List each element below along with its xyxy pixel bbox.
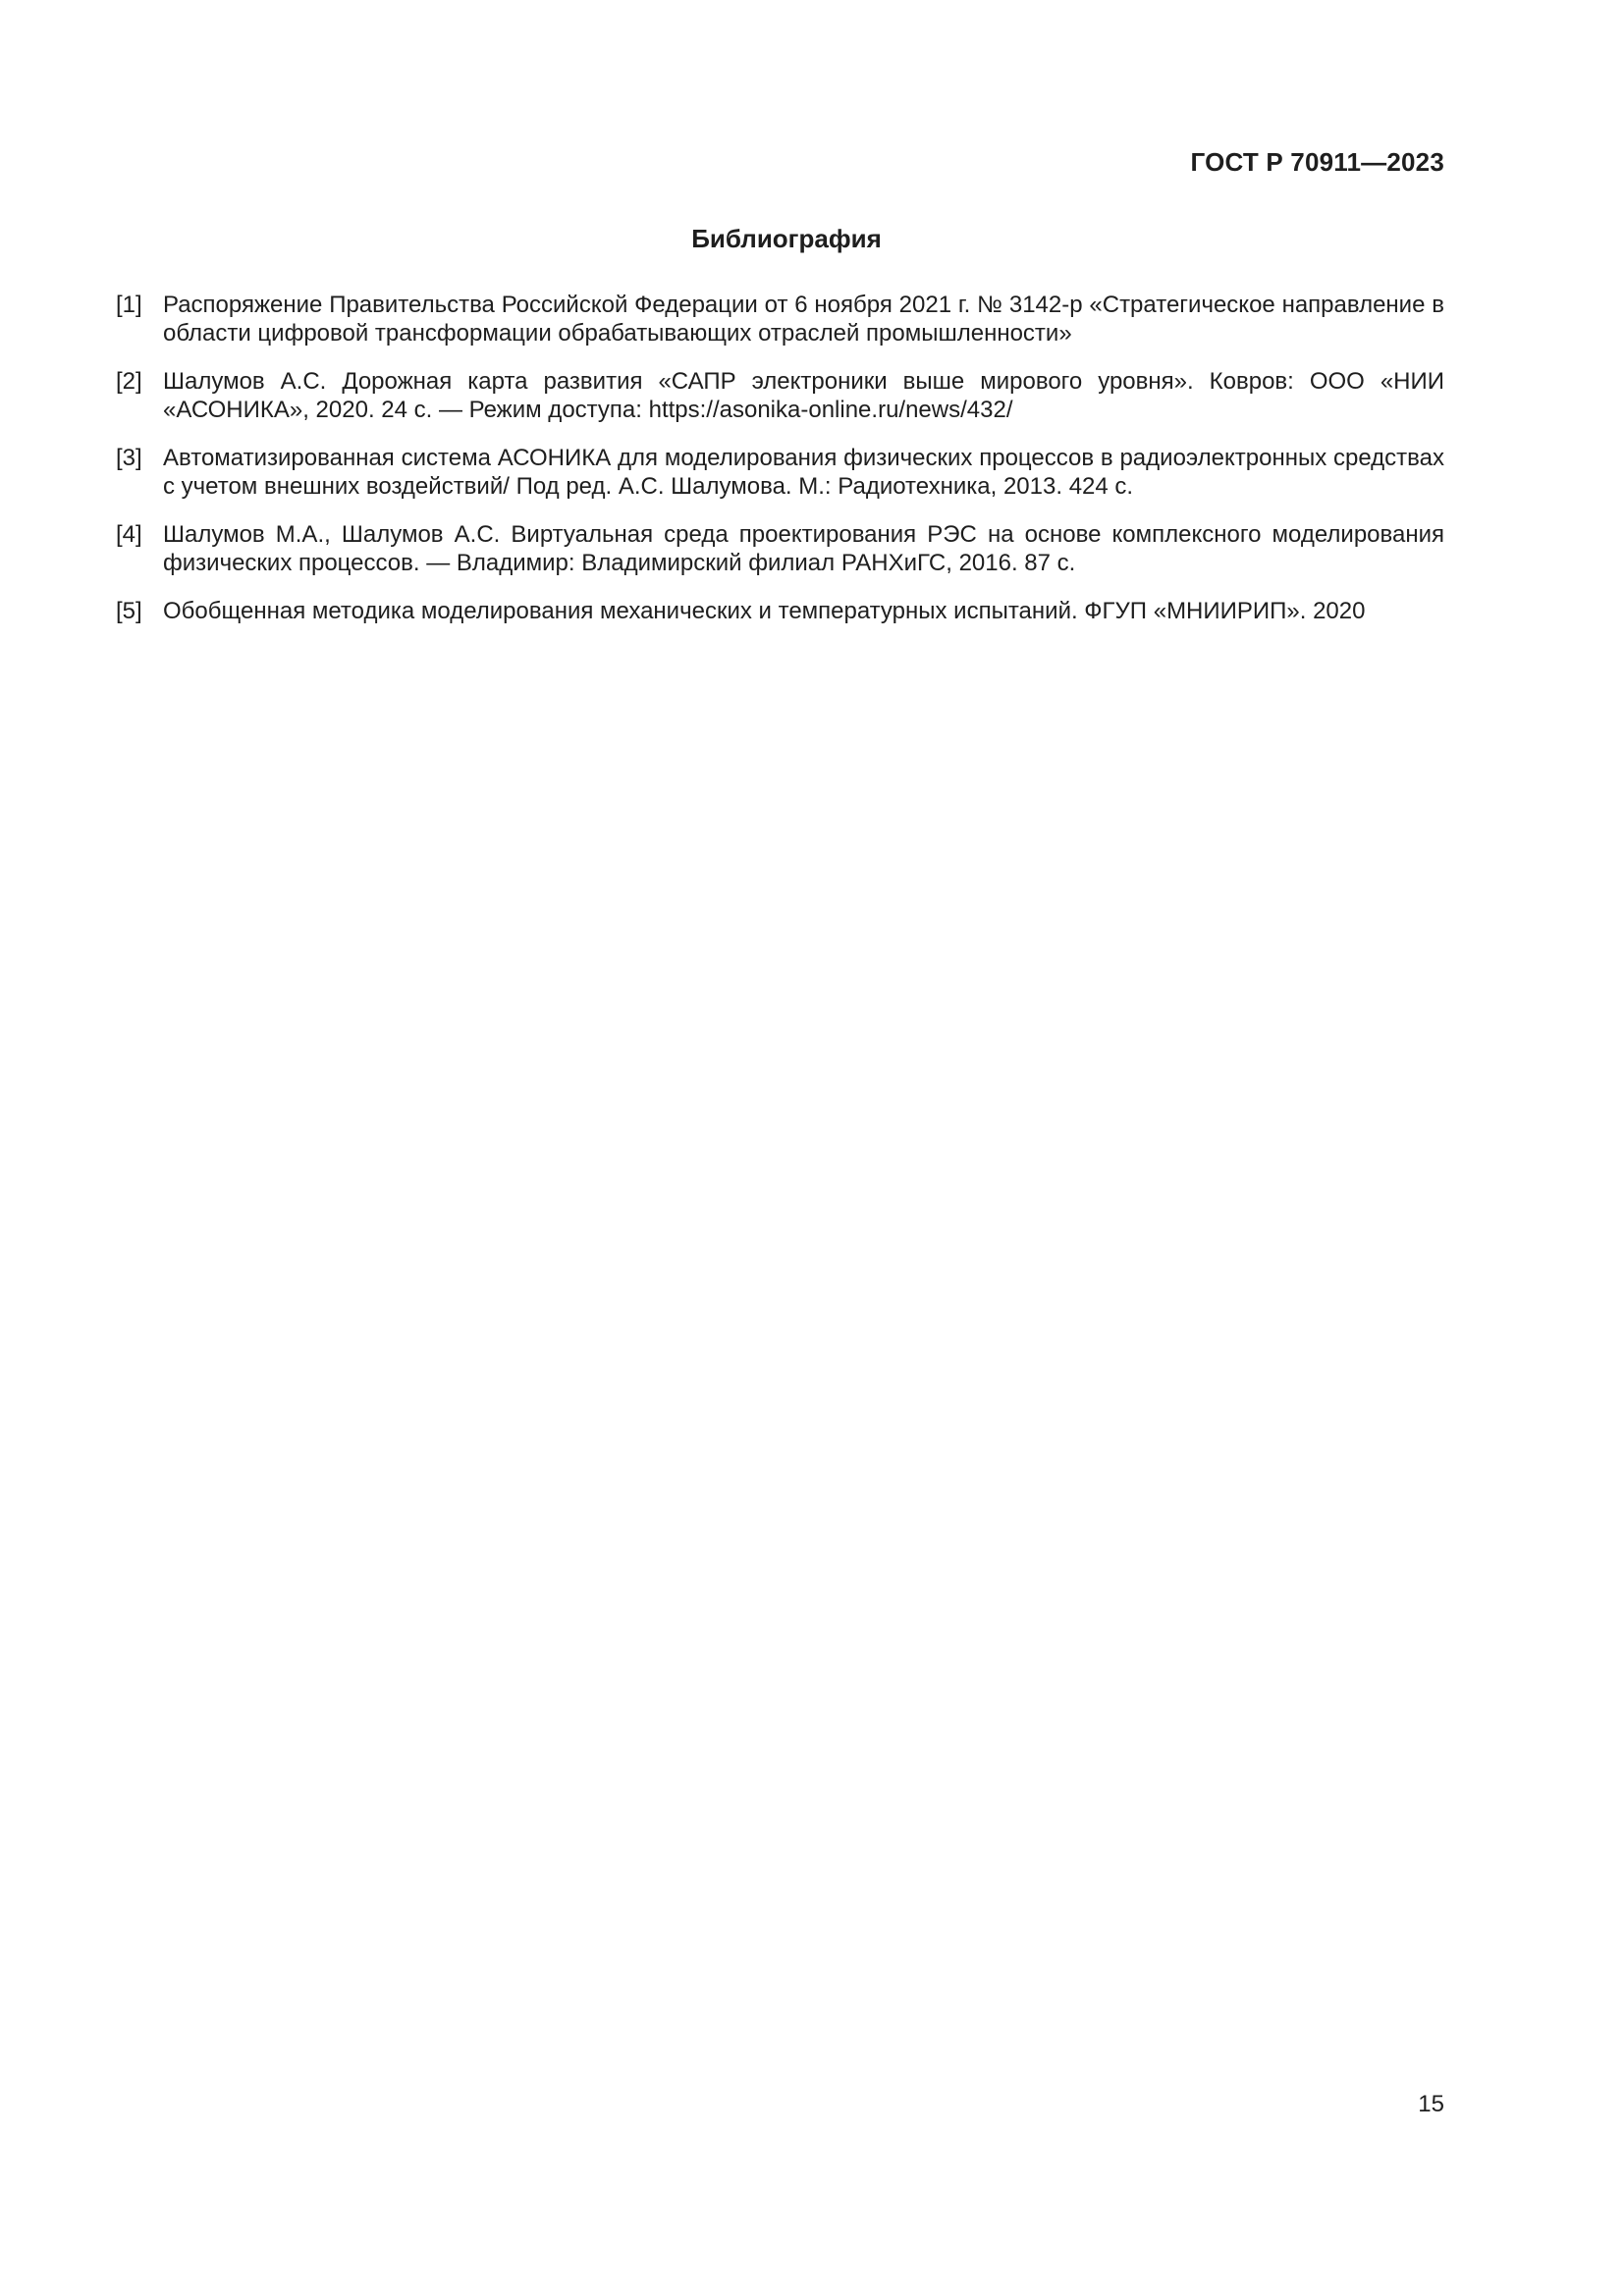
- bibliography-item-text: Распоряжение Правительства Российской Федерации от 6 ноября 2021 г. № 3142-р «Стратегическое направление в области цифровой трансформации обрабатывающих отраслей промышленности»: [163, 292, 1444, 347]
- bibliography-item: [116, 291, 1444, 347]
- bibliography-item-number: [4]: [116, 521, 142, 548]
- bibliography-item-number: [1]: [116, 292, 142, 318]
- bibliography-item: [116, 367, 1444, 424]
- bibliography-item: [116, 444, 1444, 501]
- bibliography-item-number: [2]: [116, 368, 142, 395]
- bibliography-item: [116, 597, 1444, 625]
- bibliography-item-text: Шалумов М.А., Шалумов А.С. Виртуальная среда проектирования РЭС на основе комплексного моделирования физических процессов. — Владимир: Владимирский филиал РАНХиГС, 2016. 87 с.: [163, 521, 1444, 576]
- bibliography-item: [116, 520, 1444, 577]
- bibliography-item-text: Обобщенная методика моделирования механических и температурных испытаний. ФГУП «МНИИРИП». 2020: [163, 598, 1366, 624]
- page-number: 15: [1418, 2091, 1444, 2117]
- section-title: Библиография: [691, 224, 882, 253]
- bibliography-item-number: [3]: [116, 445, 142, 471]
- bibliography-list: [116, 291, 1444, 645]
- bibliography-item-text: Автоматизированная система АСОНИКА для моделирования физических процессов в радиоэлектронных средствах с учетом внешних воздействий/ Под ред. А.С. Шалумова. М.: Радиотехника, 2013. 424 с.: [163, 445, 1444, 500]
- bibliography-item-number: [5]: [116, 598, 142, 624]
- document-standard-code: ГОСТ Р 70911—2023: [1190, 147, 1444, 177]
- bibliography-item-text: Шалумов А.С. Дорожная карта развития «САПР электроники выше мирового уровня». Ковров: ООО «НИИ «АСОНИКА», 2020. 24 с. — Режим доступа: https://asonika-online.ru/news/432/: [163, 368, 1444, 423]
